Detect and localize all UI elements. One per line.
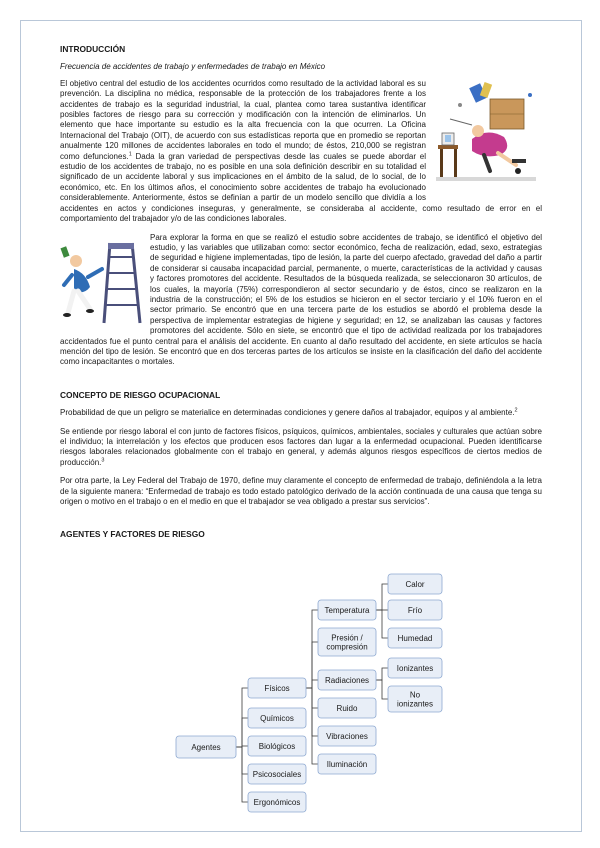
connector-line: [376, 584, 388, 610]
intro-subheading: Frecuencia de accidentes de trabajo y enfermedades de trabajo en México: [60, 62, 326, 72]
node-físicos-label: Físicos: [264, 684, 290, 693]
office-accident-illustration-icon: [432, 79, 542, 191]
node-químicos-label: Químicos: [260, 714, 294, 723]
node-biológicos: [248, 736, 306, 756]
node-fisicos-5: [318, 754, 376, 774]
intro-heading: INTRODUCCIÓN: [60, 44, 126, 54]
connector-line: [306, 610, 318, 688]
node-radiaciones-1-label: No: [409, 690, 421, 700]
node-fisicos-4: [318, 726, 376, 746]
node-temperatura-0: [388, 574, 442, 594]
node-químicos: [248, 708, 306, 728]
node-radiaciones-1: [388, 686, 442, 712]
node-ergonómicos: [248, 792, 306, 812]
node-fisicos-4-label: Vibraciones: [326, 732, 368, 741]
node-temperatura-1: [388, 600, 442, 620]
node-psicosociales: [248, 764, 306, 784]
node-físicos: [248, 678, 306, 698]
connector-line: [236, 747, 248, 774]
node-ergonómicos-label: Ergonómicos: [253, 798, 301, 807]
node-radiaciones-0-label: Ionizantes: [396, 664, 434, 673]
ladder-fall-illustration-icon: [60, 239, 144, 327]
agentes-tree-diagram: [40, 566, 560, 826]
node-agentes: [176, 736, 236, 758]
connector-line: [376, 680, 388, 699]
connector-line: [376, 610, 388, 638]
node-fisicos-1-label: Presión /: [331, 633, 363, 643]
node-fisicos-2: [318, 670, 376, 690]
agentes-heading: AGENTES Y FACTORES DE RIESGO: [60, 529, 205, 540]
node-fisicos-3-label: Ruido: [336, 704, 358, 713]
riesgo-paragraph-3: Por otra parte, la Ley Federal del Trabajo de 1970, define muy claramente el concepto de enfermedad de trabajo, definiéndola a la letra de la siguiente manera: “Enfermedad de trabajo es todo estado patológico derivado de la acción continuada de una causa que tenga su origen o motivo en el trabajo o en el medio en que el trabajador se vea obligado a prestar sus servicios”.: [60, 476, 542, 507]
node-fisicos-2-label: Radiaciones: [324, 676, 370, 685]
node-fisicos-0-label: Temperatura: [324, 606, 370, 615]
node-biológicos-label: Biológicos: [258, 742, 296, 751]
node-fisicos-5-label: Iluminación: [326, 760, 368, 769]
node-radiaciones-1-label: ionizantes: [396, 699, 434, 709]
node-temperatura-1-label: Frío: [407, 606, 423, 615]
node-fisicos-3: [318, 698, 376, 718]
node-fisicos-1-label: compresión: [326, 642, 368, 652]
node-temperatura-0-label: Calor: [405, 580, 425, 589]
node-radiaciones-0: [388, 658, 442, 678]
node-temperatura-2-label: Humedad: [397, 634, 433, 643]
node-psicosociales-label: Psicosociales: [252, 770, 302, 779]
connector-line: [376, 668, 388, 680]
riesgo-paragraph-1: Probabilidad de que un peligro se materialice en determinadas condiciones y genere daños al trabajador, equipos y al ambiente.$^2$: [60, 407, 518, 418]
node-agentes-label: Agentes: [191, 743, 221, 752]
connector-line: [236, 688, 248, 747]
node-fisicos-1: [318, 628, 376, 656]
intro-paragraph-1: El objetivo central del estudio de los accidentes ocurridos como resultado de la actividad laboral es su prevención. La disciplina no médica, responsable de la protección de los trabajadores frente a los accidentes de trabajo es la seguridad industrial, la cual, plantea como tarea sustantiva identificar posibles factores de riesgo para su corrección y modificación con la intención de eliminarlos. Un elemento que hace importante su estudio es la alta frecuencia con la que ocurren. La Oficina Internacional del Trabajo (OIT), de acuerdo con sus estadísticas reporta que en promedio se reportan anualmente 120 millones de accidentes laborales en todo el mundo; de éstos, 210,000 se registran como defunciones.$^1$ Dada la gran variedad de perspectivas desde las cuales se puede abordar el estudio de los accidentes de trabajo, no es posible en una sola definición describir en su totalidad el significado de un accidente laboral y sus implicaciones en el ámbito de la salud, de lo social, de lo económico, etc. En los últimos años, el conocimiento sobre accidentes de trabajo ha evolucionado considerablemente. Anteriormente, éstos se definían a partir de un modelo sencillo que dividía a los accidentes en actos y condiciones inseguras, y generalmente, se consideraba al accidente, como resultado de error en el comportamiento del trabajador y/o de las condiciones laborales.: [60, 78, 542, 224]
document-body: [60, 44, 542, 548]
riesgo-paragraph-2: Se entiende por riesgo laboral el con junto de factores físicos, psíquicos, químicos, ambientales, sociales y culturales que actúan sobre el individuo; la interrelación y los efectos que producen esos factores dan lugar a la enfermedad ocupacional. Pueden identificarse riesgos laborales relacionados globalmente con el trabajo en general, y además algunos riesgos específicos de ciertos medios de producción.$^3$: [60, 426, 542, 467]
intro-paragraph-2: Para explorar la forma en que se realizó el estudio sobre accidentes de trabajo, se identificó el objetivo del estudio, y las variables que utilizaban como: sector económico, fecha de realización, edad, sexo, estrategias de seguridad e higiene implementadas, tipo de lesión, la parte del cuerpo afectado, gravedad del daño a partir de considerar si causaba incapacidad parcial, permanente, o muerte, características de la actividad y causas y factores promotores del accidente. Resultados de la búsqueda realizada, se seleccionaron 30 artículos, de los cuales, la mayoría (75%) correspondieron al sector secundario y de éstos, cinco se realizaron en la industria de la construcción; el 5% de los estudios se hicieron en el sector terciario y el 10% fueron en el sector primario. Se encontró que en una tercera parte de los estudios se abordó el problema desde la perspectiva de implementar estrategias de higiene y seguridad; en 12, se analizaban las causas y factores promotores del accidente. Sólo en siete, se encontró que el tipo de actividad realizada por los trabajadores accidentados fue el punto central para el análisis del accidente. En cuanto al daño resultado del accidente, en siete artículos se hacía mención del tipo de lesión. Se encontró que en dos terceras partes de los artículos se insiste en la clasificación del daño del accidente como incapacitantes o mortales.: [60, 232, 542, 367]
node-fisicos-0: [318, 600, 376, 620]
connector-line: [306, 688, 318, 708]
riesgo-heading: CONCEPTO DE RIESGO OCUPACIONAL: [60, 389, 221, 400]
node-temperatura-2: [388, 628, 442, 648]
